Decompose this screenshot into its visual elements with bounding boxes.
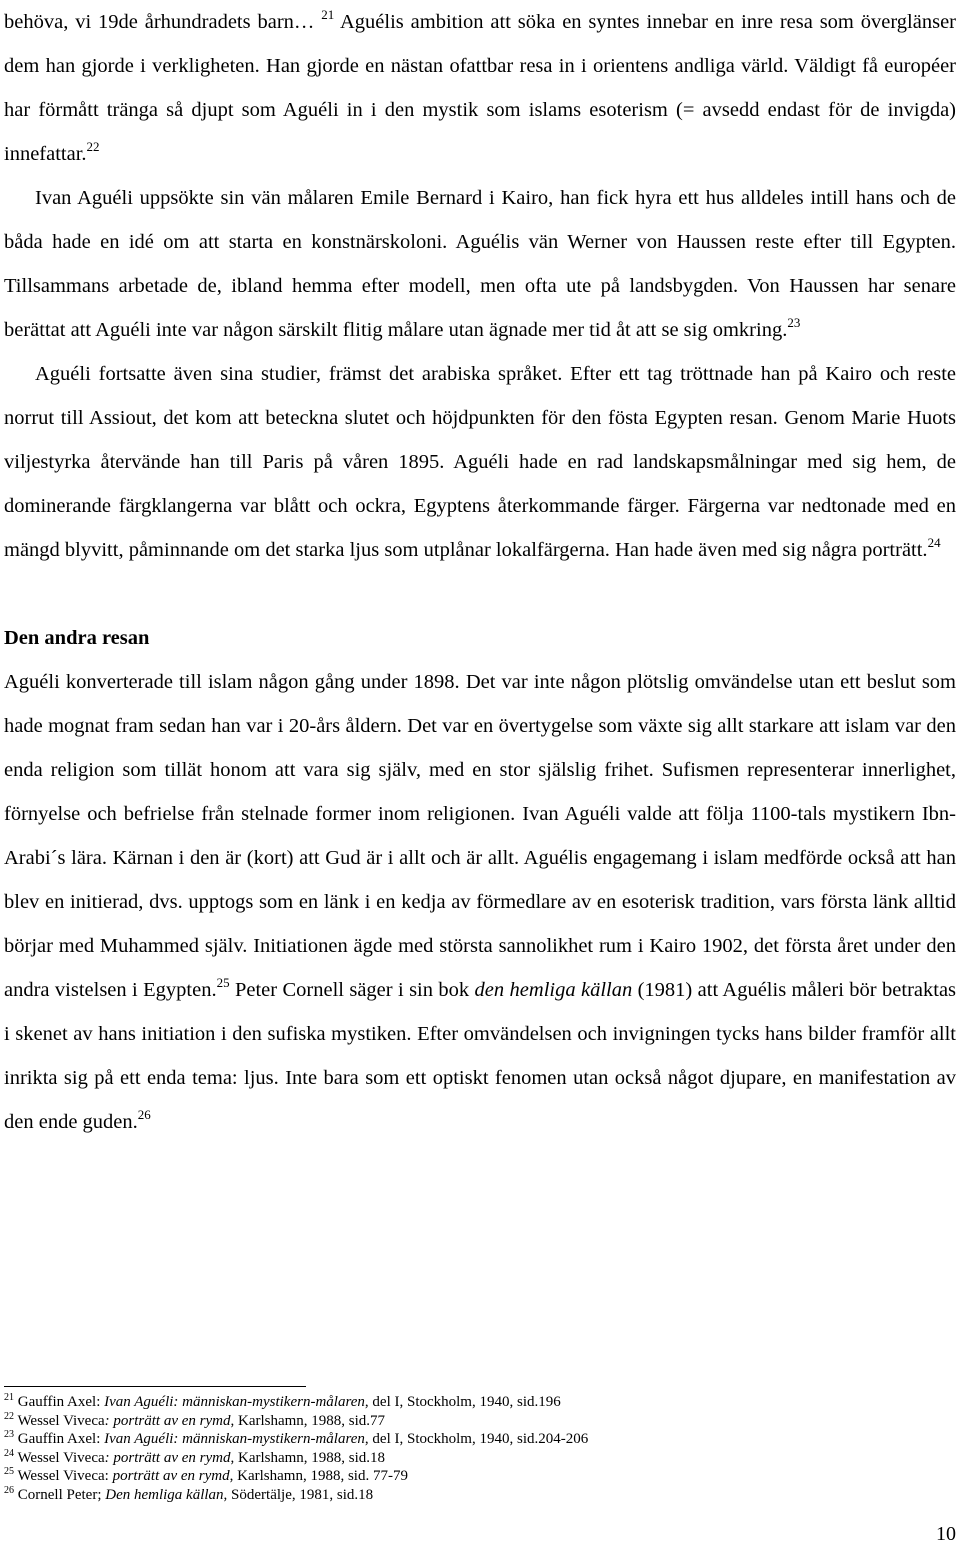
- italic-title: : porträtt av en rymd: [104, 1449, 231, 1466]
- text-run: Gauffin Axel:: [14, 1431, 105, 1448]
- text-run: Wessel Viveca: [14, 1449, 105, 1466]
- footnote-26: [4, 1486, 956, 1505]
- section-heading: Den andra resan: [4, 627, 150, 649]
- footnote-marker: 26: [137, 1107, 151, 1122]
- footnote-24: [4, 1449, 956, 1468]
- text-run: Aguéli fortsatte även sina studier, främst det arabiska språket. Efter ett tag tröttnade han på Kairo och reste norrut till Assiout, det kom att beteckna slutet och höjdpunkten för den fösta Egypten resan. Genom Marie Huots viljestyrka återvände han till Paris på våren 1895. Aguéli hade en rad landskapsmålningar med sig hem, de dominerande färgklangerna var blått och ockra, Egyptens återkommande färger. Färgerna var nedtonade med en mängd blyvitt, påminnande om det starka ljus som utplånar lokalfärgerna. Han hade även med sig några porträtt.: [4, 363, 956, 561]
- text-run: (1981) att Aguélis måleri bör betraktas i skenet av hans initiation i den sufiska mystiken. Efter omvändelsen och invigningen tycks hans bilder framför allt inrikta sig på ett enda tema: ljus. Inte bara som ett optiskt fenomen utan också något djupare, en manifestation av den ende guden.: [4, 979, 957, 1133]
- text-run: Aguélis ambition att söka en syntes innebar en inre resa som överglänser dem han gjorde i verkligheten. Han gjorde en nästan ofattbar resa in i orientens andliga värld. Väldigt få européer har förmått tränga så djupt som Aguéli in i den mystik som islams esoterism (= avsedd endast för de invigda) innefattar.: [4, 11, 956, 165]
- footnote-marker: 24: [4, 1447, 14, 1459]
- italic-title: Den hemliga källan: [105, 1486, 224, 1503]
- paragraph-2: [4, 176, 956, 352]
- section-paragraph: [4, 660, 956, 1144]
- text-run: , del I, Stockholm, 1940, sid.204-206: [364, 1431, 589, 1448]
- section-spacer: [4, 572, 956, 616]
- text-run: Aguéli konverterade till islam någon gång under 1898. Det var inte någon plötslig omvändelse utan ett beslut som hade mognat fram sedan han var i 20-års åldern. Det var en övertygelse som växte sig allt starkare att islam var den enda religion som tillät honom att vara sig själv, med en stor själslig frihet. Sufismen representerar innerlighet, förnyelse och befrielse från stelnade former inom religionen. Ivan Aguéli valde att följa 1100-tals mystikern Ibn-Arabi´s lära. Kärnan i den är (kort) att Gud är i allt och är allt. Aguélis engagemang i islam medförde också att han blev en initierad, dvs. upptogs som en länk i en kedja av förmedlare av en esoterisk tradition, vars första länk alltid börjar med Muhammed själv. Initiationen ägde med största sannolikhet rum i Kairo 1902, det första året under den andra vistelsen i Egypten.: [4, 671, 956, 1001]
- footnote-marker: 22: [4, 1410, 14, 1422]
- text-run: Ivan Aguéli uppsökte sin vän målaren Emile Bernard i Kairo, han fick hyra ett hus alldeles intill hans och de båda hade en idé om att starta en konstnärskoloni. Aguélis vän Werner von Haussen reste efter till Egypten. Tillsammans arbetade de, ibland hemma efter modell, men ofta ute på landsbygden. Von Haussen har senare berättat att Aguéli inte var någon särskilt flitig målare utan ägnade mer tid åt att se sig omkring.: [4, 187, 956, 341]
- footnote-marker: 23: [4, 1429, 14, 1441]
- footnote-marker: 23: [787, 315, 801, 330]
- footnote-25: [4, 1467, 956, 1486]
- paragraph-1: [4, 0, 956, 176]
- text-run: Peter Cornell säger i sin bok: [229, 979, 475, 1001]
- footnote-22: [4, 1412, 956, 1431]
- italic-title: porträtt av en rymd: [112, 1468, 230, 1485]
- text-run: , Karlshamn, 1988, sid. 77-79: [229, 1468, 408, 1485]
- footnotes: [4, 1386, 956, 1505]
- footnote-23: [4, 1430, 956, 1449]
- footnote-marker: 22: [86, 139, 100, 154]
- text-run: , Karlshamn, 1988, sid.18: [230, 1449, 386, 1466]
- text-run: behöva, vi 19de århundradets barn…: [4, 11, 322, 33]
- page-number: 10: [936, 1523, 956, 1545]
- italic-title: Ivan Aguéli: människan-mystikern-målaren: [104, 1431, 365, 1448]
- text-run: Cornell Peter;: [14, 1486, 106, 1503]
- footnote-marker: 25: [4, 1466, 14, 1478]
- italic-title: den hemliga källan: [474, 979, 633, 1001]
- text-run: Gauffin Axel:: [14, 1394, 105, 1410]
- body-text: [4, 0, 956, 1144]
- footnote-marker: 24: [927, 535, 941, 550]
- footnote-21: [4, 1393, 956, 1412]
- footnote-marker: 21: [4, 1392, 14, 1403]
- italic-title: : porträtt av en rymd: [104, 1412, 231, 1429]
- italic-title: Ivan Aguéli: människan-mystikern-målaren: [104, 1394, 365, 1410]
- text-run: , del I, Stockholm, 1940, sid.196: [364, 1394, 561, 1410]
- footnote-marker: 21: [321, 7, 335, 22]
- paragraph-3: [4, 352, 956, 572]
- text-run: Wessel Viveca: [14, 1412, 105, 1429]
- footnote-marker: 25: [216, 975, 230, 990]
- text-run: , Södertälje, 1981, sid.18: [223, 1486, 374, 1503]
- text-run: , Karlshamn, 1988, sid.77: [230, 1412, 386, 1429]
- footnote-marker: 26: [4, 1484, 14, 1496]
- text-run: Wessel Viveca:: [14, 1468, 113, 1485]
- footnote-separator: [4, 1386, 306, 1387]
